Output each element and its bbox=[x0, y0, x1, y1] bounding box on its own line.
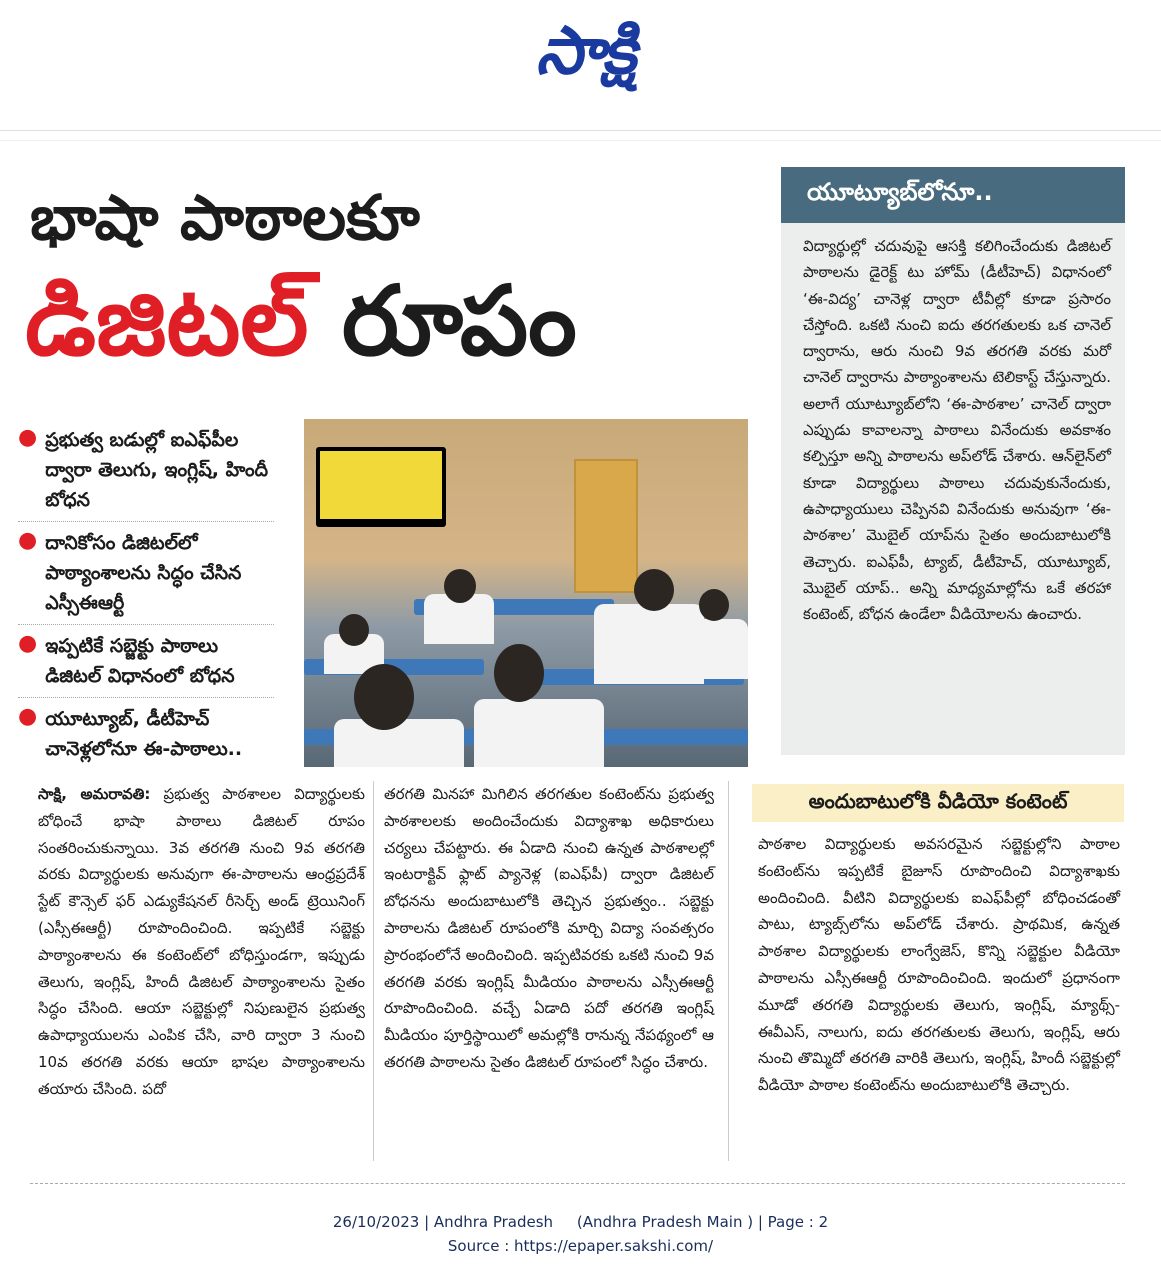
headline-black-word: రూపం bbox=[308, 265, 577, 377]
classroom-photo bbox=[304, 419, 748, 767]
logo-text: సాక్షి bbox=[535, 11, 635, 89]
bullet-item bbox=[18, 698, 274, 770]
highlight-bullets bbox=[18, 419, 274, 770]
headline-red-word: డిజిటల్ bbox=[25, 265, 309, 377]
footer-source: Source : https://epaper.sakshi.com/ bbox=[447, 1237, 714, 1255]
bullet-dot-icon: ● bbox=[18, 631, 38, 656]
bullet-dot-icon: ● bbox=[18, 704, 38, 729]
door-shape bbox=[574, 459, 638, 593]
bullet-item bbox=[18, 522, 274, 625]
article-column-2: తరగతి మినహా మిగిలిన తరగతుల కంటెంట్‌ను ప్రభుత్వ పాఠశాలలకు అందించేందుకు విద్యాశాఖ అధికారులు చర్యలు చేపట్టారు. ఈ ఏడాది నుంచి ఉన్నత పాఠశాలల్లో ఇంటరాక్టివ్ ఫ్లాట్ ప్యానెళ్ల (ఐఎఫ్‌పీ) ద్వారా డిజిటల్ బోధనను అందుబాటులోకి తెచ్చిన ప్రభుత్వం.. సబ్జెక్టు పాఠాలను డిజిటల్ రూపంలోకి మార్చి విద్యా సంవత్సరం ప్రారంభంలోనే అందించింది. ఇప్పటివరకు ఒకటి నుంచి 9వ తరగతి వరకు ఇంగ్లిష్ మీడియం పాఠాలను ఎస్సీఈఆర్టీ రూపొందించింది. వచ్చే ఏడాది పదో తరగతి ఇంగ్లిష్ మీడియం పూర్తిస్థాయిలో అమల్లోకి రానున్న నేపథ్యంలో ఆ తరగతి పాఠాలను సైతం డిజిటల్ రూపంలో సిద్ధం చేశారు. bbox=[384, 785, 714, 1071]
column-divider bbox=[728, 781, 729, 1161]
article-column-1 bbox=[38, 781, 365, 1103]
footer-divider bbox=[30, 1183, 1125, 1184]
article-col1-text: ప్రభుత్వ పాఠశాలల విద్యార్థులకు బోధించే భాషా పాఠాలు డిజిటల్ రూపం సంతరించుకున్నాయి. 3వ తరగతి నుంచి 9వ తరగతి వరకు విద్యార్థులకు అనువుగా ఈ-పాఠాలను ఆంధ్రప్రదేశ్ స్టేట్ కౌన్సెల్ ఫర్ ఎడ్యుకేషనల్ రీసెర్చ్ అండ్ ట్రెయినింగ్ (ఎస్సీఈఆర్టీ) రూపొందించింది. ఇప్పటికే సబ్జెక్టు పాఠ్యాంశాలను ఈ కంటెంట్‌లో బోధిస్తుండగా, ఇప్పుడు తెలుగు, ఇంగ్లిష్, హిందీ డిజిటల్ పాఠ్యాంశాలను సైతం సిద్ధం చేసింది. ఆయా సబ్జెక్టుల్లో నిపుణులైన ప్రభుత్వ ఉపాధ్యాయులను ఎంపిక చేసి, వారి ద్వారా 3 నుంచి 10వ తరగతి వరకు ఆయా భాషల పాఠ్యాంశాలను తయారు చేసింది. పదో bbox=[38, 785, 365, 1098]
bullet-text: దానికోసం డిజిటల్‌లో పాఠ్యాంశాలను సిద్ధం చేసిన ఎస్సీఈఆర్టీ bbox=[45, 532, 242, 614]
bullet-text: ఇప్పటికే సబ్జెక్టు పాఠాలు డిజిటల్ విధానంలో బోధన bbox=[45, 635, 235, 687]
bullet-text: యూట్యూబ్, డీటీహెచ్ చానెళ్లలోనూ ఈ-పాఠాలు.. bbox=[45, 708, 243, 760]
dateline: సాక్షి, అమరావతి: bbox=[38, 785, 151, 803]
masthead bbox=[0, 0, 1161, 131]
footer bbox=[0, 1210, 1161, 1258]
bullet-text: ప్రభుత్వ బడుల్లో ఐఎఫ్‌పీల ద్వారా తెలుగు, ఇంగ్లిష్, హిందీ బోధన bbox=[45, 429, 269, 511]
headline-line1: భాషా పాఠాలకూ bbox=[30, 181, 420, 254]
tv-screen-icon bbox=[316, 447, 446, 527]
video-content-body: పాఠశాల విద్యార్థులకు అవసరమైన సబ్జెక్టుల్లోని పాఠాల కంటెంట్‌ను ఇప్పటికే బైజూస్ రూపొందించి విద్యాశాఖకు అందించింది. వీటిని విద్యార్థులకు ఐఎఫ్‌పీల్లో బోధించడంతో పాటు, ట్యాబ్స్‌లోను అప్‌లోడ్ చేశారు. ప్రాథమిక, ఉన్నత పాఠశాల విద్యార్థులకు లాంగ్వేజెస్, కొన్ని సబ్జెక్టుల వీడియో పాఠాలను ఎస్సీఈఆర్టీ రూపొందించింది. ఇందులో ప్రధానంగా మూడో తరగతి విద్యార్థులకు తెలుగు, ఇంగ్లిష్, మ్యాథ్స్-ఈవీఎస్, నాలుగు, ఐదు తరగతులకు తెలుగు, ఇంగ్లిష్, ఆరు నుంచి తొమ్మిదో తరగతి వారికి తెలుగు, ఇంగ్లిష్, హిందీ సబ్జెక్టుల్లో వీడియో పాఠాల కంటెంట్‌ను అందుబాటులోకి తెచ్చారు. bbox=[758, 835, 1120, 1095]
bullet-item bbox=[18, 419, 274, 522]
footer-edition-info: 26/10/2023 | Andhra Pradesh (Andhra Pradesh Main ) | Page : 2 bbox=[332, 1213, 829, 1231]
youtube-sidebar bbox=[781, 167, 1125, 755]
youtube-sidebar-title: యూట్యూబ్‌లోనూ.. bbox=[781, 167, 1125, 223]
headline-line2 bbox=[25, 265, 577, 377]
bullet-dot-icon: ● bbox=[18, 425, 38, 450]
column-divider bbox=[373, 781, 374, 1161]
newspaper-page bbox=[0, 140, 1161, 1191]
video-content-title: అందుబాటులోకి వీడియో కంటెంట్ bbox=[752, 784, 1124, 822]
bullet-item bbox=[18, 625, 274, 698]
youtube-sidebar-body: విద్యార్థుల్లో చదువుపై ఆసక్తి కలిగించేందుకు డిజిటల్ పాఠాలను డైరెక్ట్ టు హోమ్ (డీటీహెచ్) విధానంలో ‘ఈ-విద్య’ చానెళ్ల ద్వారా టీవీల్లో కూడా ప్రసారం చేస్తోంది. ఒకటి నుంచి ఐదు తరగతులకు ఒక చానెల్ ద్వారాను, ఆరు నుంచి 9వ తరగతి వరకు మరో చానెల్ ద్వారాను పాఠ్యాంశాలను టెలికాస్ట్ చేస్తున్నారు. అలాగే యూట్యూబ్‌లోని ‘ఈ-పాఠశాల’ చానెల్ ద్వారా ఎప్పుడు కావాలన్నా పాఠాలు వినేందుకు అవకాశం కల్పిస్తూ అన్ని పాఠాలను అప్‌లోడ్ చేశారు. ఆన్‌లైన్‌లో కూడా విద్యార్థులు పాఠాలు చదువుకునేందుకు, ఉపాధ్యాయులు చెప్పినవి వినేందుకు అనువుగా ‘ఈ-పాఠశాల’ మొబైల్ యాప్‌ను సైతం అందుబాటులోకి తెచ్చారు. ఐఎఫ్‌పీ, ట్యాబ్, డీటీహెచ్, యూట్యూబ్, మొబైల్ యాప్.. అన్ని మాధ్యమాల్లోను ఒకే తరహా కంటెంట్, బోధన ఉండేలా వీడియోలను ఉంచారు. bbox=[803, 237, 1111, 624]
bullet-dot-icon: ● bbox=[18, 528, 38, 553]
sakshi-logo bbox=[470, 8, 700, 108]
